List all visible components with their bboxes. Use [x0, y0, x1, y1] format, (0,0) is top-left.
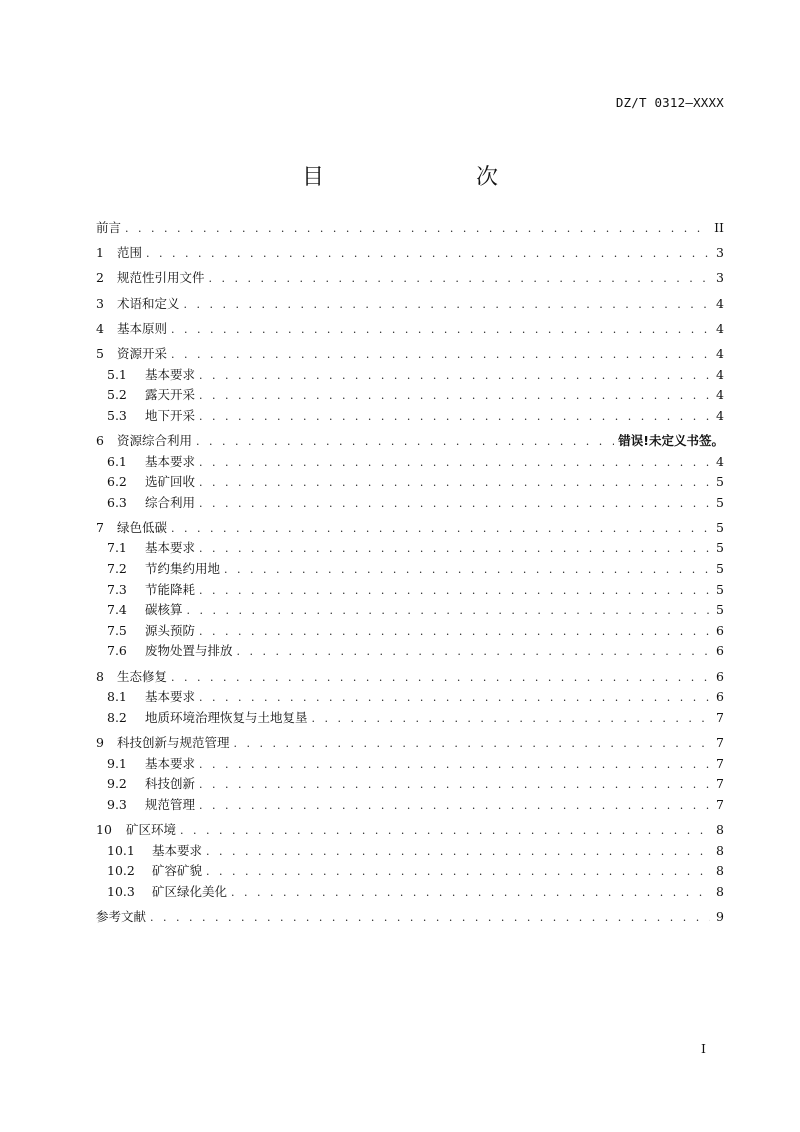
toc-entry-label: 选矿回收 [145, 474, 196, 490]
toc-entry[interactable] [96, 538, 724, 559]
dot-leader [234, 734, 710, 755]
dot-leader [237, 642, 710, 663]
toc-entry-page: 4 [716, 387, 724, 403]
dot-leader [199, 688, 710, 709]
toc-entry-page: 7 [716, 796, 724, 812]
toc-entry[interactable] [96, 708, 724, 729]
dot-leader [171, 345, 710, 366]
toc-entry-page: 6 [716, 668, 724, 684]
toc-entry[interactable] [96, 518, 724, 539]
toc-entry[interactable] [96, 268, 724, 289]
standard-code: DZ/T 0312—XXXX [615, 95, 724, 110]
dot-leader [199, 386, 710, 407]
page-title: 目 次 [301, 165, 534, 190]
toc-entry-page: 3 [716, 245, 724, 261]
dot-leader [199, 775, 710, 796]
toc-entry[interactable] [96, 861, 724, 882]
dot-leader [125, 219, 710, 240]
toc-entry-page: 4 [716, 320, 724, 336]
toc-entry[interactable] [96, 795, 724, 816]
toc-entry-page: 4 [716, 453, 724, 469]
dot-leader [209, 269, 710, 290]
toc-entry-page: 7 [716, 735, 724, 750]
dot-leader [171, 320, 710, 341]
toc-entry-page: 4 [716, 295, 724, 311]
toc-entry[interactable] [96, 882, 724, 903]
toc-entry-number: 9 [96, 735, 104, 750]
toc-entry-page: 5 [716, 581, 724, 597]
toc-entry[interactable] [96, 452, 724, 473]
toc-entry-number: 7.2 [107, 561, 127, 577]
toc-entry-number: 9.1 [107, 755, 127, 771]
toc-entry-label: 综合利用 [145, 494, 196, 510]
dot-leader [312, 709, 710, 730]
toc-entry-number: 8.2 [107, 709, 127, 725]
toc-entry[interactable] [96, 667, 724, 688]
toc-entry[interactable] [96, 385, 724, 406]
toc-entry[interactable] [96, 319, 724, 340]
toc-entry[interactable] [96, 841, 724, 862]
toc-entry[interactable] [96, 580, 724, 601]
dot-leader [199, 453, 710, 474]
toc-entry-label: 科技创新 [145, 776, 196, 792]
toc-entry-number: 7 [96, 519, 104, 535]
toc-entry-number: 8 [96, 668, 104, 684]
toc-entry[interactable] [96, 431, 724, 452]
toc-entry[interactable] [96, 294, 724, 315]
toc-entry-label: 资源开采 [117, 345, 168, 361]
toc-entry-number: 10 [96, 821, 112, 837]
table-of-contents [96, 218, 724, 928]
toc-entry[interactable] [96, 243, 724, 264]
dot-leader [180, 821, 710, 842]
toc-entry-page: 8 [716, 821, 724, 837]
toc-entry[interactable] [96, 365, 724, 386]
toc-entry-label: 前言 [96, 220, 122, 235]
dot-leader [150, 908, 710, 929]
toc-entry-page: 3 [716, 270, 724, 286]
toc-entry-page: 4 [716, 407, 724, 423]
toc-entry-label: 科技创新与规范管理 [117, 735, 230, 750]
toc-entry-number: 10.3 [107, 883, 135, 899]
toc-entry[interactable] [96, 754, 724, 775]
toc-entry-number: 6.2 [107, 474, 127, 490]
toc-entry-label: 节能降耗 [145, 581, 196, 597]
dot-leader [199, 755, 710, 776]
toc-entry-error-text: 错误!未定义书签。 [618, 432, 724, 448]
toc-entry[interactable] [96, 907, 724, 928]
dot-leader [199, 796, 710, 817]
dot-leader [206, 862, 710, 883]
toc-entry-label: 基本要求 [145, 540, 196, 556]
toc-entry-number: 7.4 [107, 602, 127, 618]
toc-entry-label: 术语和定义 [117, 295, 180, 311]
toc-entry-number: 8.1 [107, 689, 127, 705]
dot-leader [199, 622, 710, 643]
toc-entry-number: 6.3 [107, 494, 127, 510]
toc-entry-label: 基本要求 [145, 689, 196, 705]
toc-entry-number: 5.2 [107, 387, 127, 403]
toc-entry-number: 1 [96, 245, 104, 261]
toc-entry[interactable] [96, 820, 724, 841]
toc-entry-label: 生态修复 [117, 668, 168, 684]
toc-entry-page: 7 [716, 755, 724, 771]
toc-entry-page: 5 [716, 474, 724, 490]
toc-entry-page: 4 [716, 366, 724, 382]
toc-entry-label: 基本要求 [145, 366, 196, 382]
dot-leader [199, 494, 710, 515]
toc-entry-number: 4 [96, 320, 104, 336]
toc-entry-label: 废物处置与排放 [145, 643, 233, 659]
toc-entry-label: 规范管理 [145, 796, 196, 812]
toc-entry-number: 10.1 [107, 842, 135, 858]
dot-leader [224, 560, 710, 581]
toc-entry[interactable] [96, 406, 724, 427]
toc-entry[interactable] [96, 733, 724, 754]
dot-leader [199, 473, 710, 494]
toc-entry-label: 参考文献 [96, 908, 147, 924]
toc-entry[interactable] [96, 600, 724, 621]
toc-entry-label: 基本要求 [152, 842, 203, 858]
toc-entry-label: 源头预防 [145, 622, 196, 638]
toc-entry-number: 7.3 [107, 581, 127, 597]
toc-entry[interactable] [96, 493, 724, 514]
toc-entry-label: 地质环境治理恢复与土地复垦 [145, 709, 308, 725]
dot-leader [199, 366, 710, 387]
toc-entry-page: 6 [716, 689, 724, 705]
toc-entry-label: 规范性引用文件 [117, 270, 205, 286]
toc-entry-number: 3 [96, 295, 104, 311]
toc-entry-label: 基本要求 [145, 453, 196, 469]
toc-entry-page: 7 [716, 709, 724, 725]
toc-entry-label: 矿容矿貌 [152, 863, 203, 879]
toc-entry-label: 碳核算 [145, 602, 183, 618]
dot-leader [187, 601, 710, 622]
toc-entry-page: II [714, 220, 724, 235]
toc-entry-page: 5 [716, 494, 724, 510]
toc-entry-number: 5.1 [107, 366, 127, 382]
dot-leader [171, 519, 710, 540]
page-number: I [701, 1041, 706, 1056]
toc-entry[interactable] [96, 774, 724, 795]
toc-entry-number: 9.2 [107, 776, 127, 792]
toc-entry[interactable] [96, 472, 724, 493]
toc-entry[interactable] [96, 641, 724, 662]
toc-entry-number: 2 [96, 270, 104, 286]
dot-leader [196, 432, 614, 453]
toc-entry[interactable] [96, 687, 724, 708]
toc-entry-label: 基本原则 [117, 320, 168, 336]
toc-entry-page: 5 [716, 540, 724, 556]
toc-entry-number: 6 [96, 432, 104, 448]
toc-entry-number: 5 [96, 345, 104, 361]
toc-entry-number: 7.1 [107, 540, 127, 556]
toc-entry-page: 4 [716, 345, 724, 361]
dot-leader [199, 581, 710, 602]
toc-entry-number: 5.3 [107, 407, 127, 423]
toc-entry-page: 8 [716, 863, 724, 879]
toc-entry[interactable] [96, 218, 724, 239]
toc-entry-page: 6 [716, 643, 724, 659]
toc-entry-number: 7.6 [107, 643, 127, 659]
toc-entry-label: 资源综合利用 [117, 432, 193, 448]
toc-entry-number: 9.3 [107, 796, 127, 812]
toc-entry[interactable] [96, 621, 724, 642]
toc-entry-label: 地下开采 [145, 407, 196, 423]
toc-entry-number: 6.1 [107, 453, 127, 469]
toc-entry-number: 7.5 [107, 622, 127, 638]
toc-entry-label: 范围 [117, 245, 143, 261]
toc-entry-page: 6 [716, 622, 724, 638]
dot-leader [184, 295, 710, 316]
dot-leader [171, 668, 710, 689]
dot-leader [146, 244, 710, 265]
toc-entry-page: 5 [716, 519, 724, 535]
dot-leader [231, 883, 710, 904]
toc-entry-label: 矿区环境 [126, 821, 177, 837]
toc-entry-page: 8 [716, 842, 724, 858]
toc-entry[interactable] [96, 559, 724, 580]
toc-entry-label: 露天开采 [145, 387, 196, 403]
toc-entry-label: 基本要求 [145, 755, 196, 771]
toc-entry-page: 9 [716, 908, 724, 924]
dot-leader [199, 539, 710, 560]
toc-entry[interactable] [96, 344, 724, 365]
toc-entry-page: 5 [716, 602, 724, 618]
toc-entry-label: 节约集约用地 [145, 561, 221, 577]
dot-leader [199, 407, 710, 428]
toc-entry-page: 7 [716, 776, 724, 792]
dot-leader [206, 842, 710, 863]
toc-entry-page: 8 [716, 883, 724, 899]
toc-entry-label: 绿色低碳 [117, 519, 168, 535]
toc-entry-label: 矿区绿化美化 [152, 883, 228, 899]
toc-entry-page: 5 [716, 561, 724, 577]
toc-entry-number: 10.2 [107, 863, 135, 879]
